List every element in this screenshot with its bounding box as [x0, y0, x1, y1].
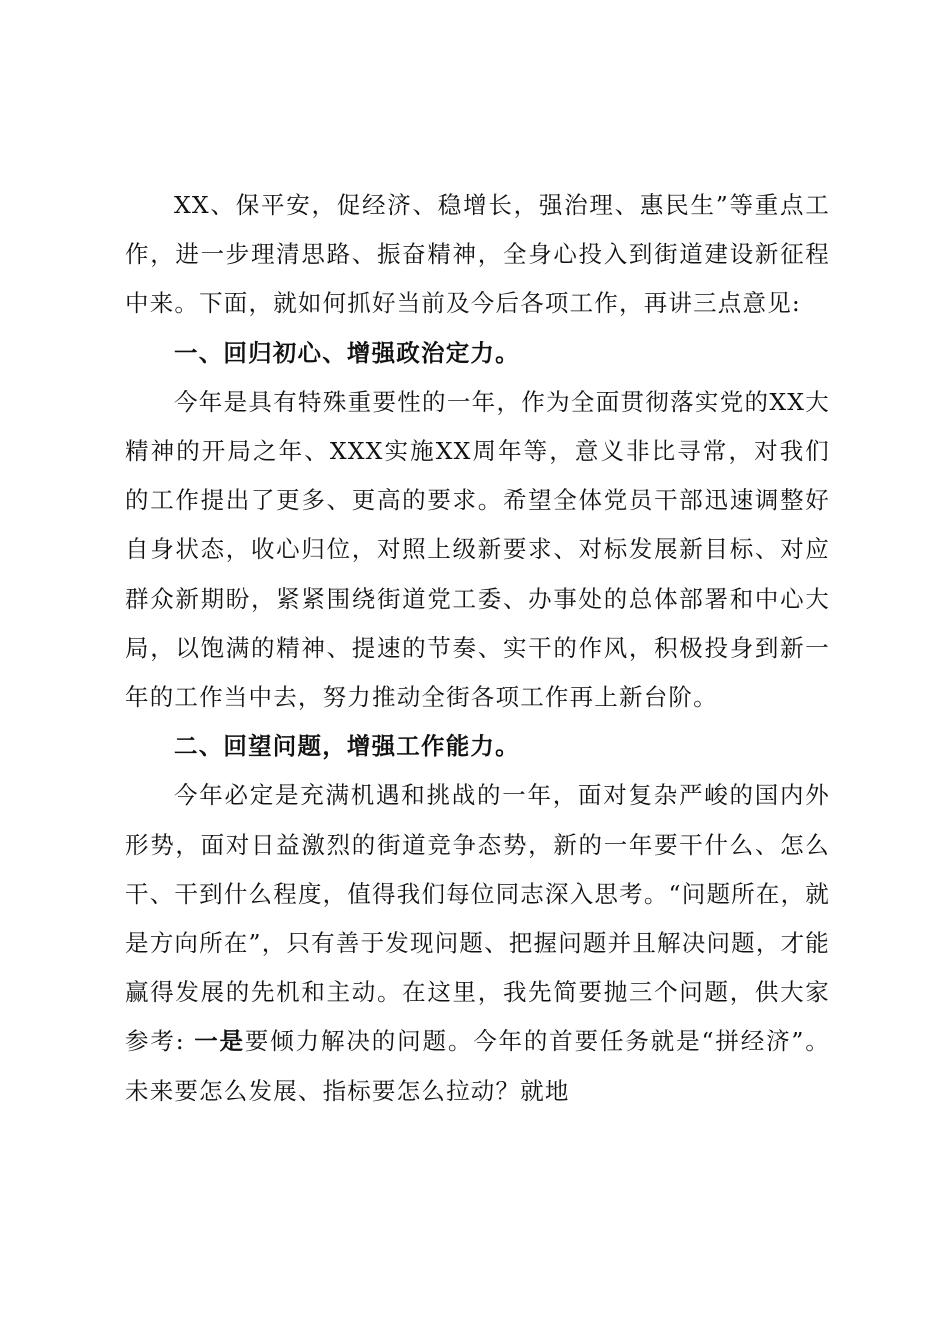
section2-paragraph	[125, 771, 830, 1115]
document-body	[125, 181, 830, 1116]
section2-text-after: 要倾力解决的问题。今年的首要任务就是“拼经济”。未来要怎么发展、指标要怎么拉动？就地	[125, 1027, 831, 1105]
section1-heading: 一、回归初心、增强政治定力。	[174, 338, 520, 367]
section2-text-before: 今年必定是充满机遇和挑战的一年，面对复杂严峻的国内外形势，面对日益激烈的街道竞争态势，新的一年要干什么、怎么干、干到什么程度，值得我们每位同志深入思考。“问题所在，就是方向所在”，只有善于发现问题、把握问题并且解决问题，才能赢得发展的先机和主动。在这里，我先简要抛三个问题，供大家参考:	[125, 781, 830, 1056]
section1-paragraph: 今年是具有特殊重要性的一年，作为全面贯彻落实党的XX大精神的开局之年、XXX实施XX周年等，意义非比寻常，对我们的工作提出了更多、更高的要求。希望全体党员干部迅速调整好自身状态，收心归位，对照上级新要求、对标发展新目标、对应群众新期盼，紧紧围绕街道党工委、办事处的总体部署和中心大局，以饱满的精神、提速的节奏、实干的作风，积极投身到新一年的工作当中去，努力推动全街各项工作再上新台阶。	[125, 387, 830, 712]
intro-paragraph: XX、保平安，促经济、稳增长，强治理、惠民生”等重点工作，进一步理清思路、振奋精神，全身心投入到街道建设新征程中来。下面，就如何抓好当前及今后各项工作，再讲三点意见:	[125, 191, 830, 318]
section2-heading: 二、回望问题，增强工作能力。	[174, 732, 520, 761]
section2-bold-term: 一是	[194, 1027, 245, 1056]
